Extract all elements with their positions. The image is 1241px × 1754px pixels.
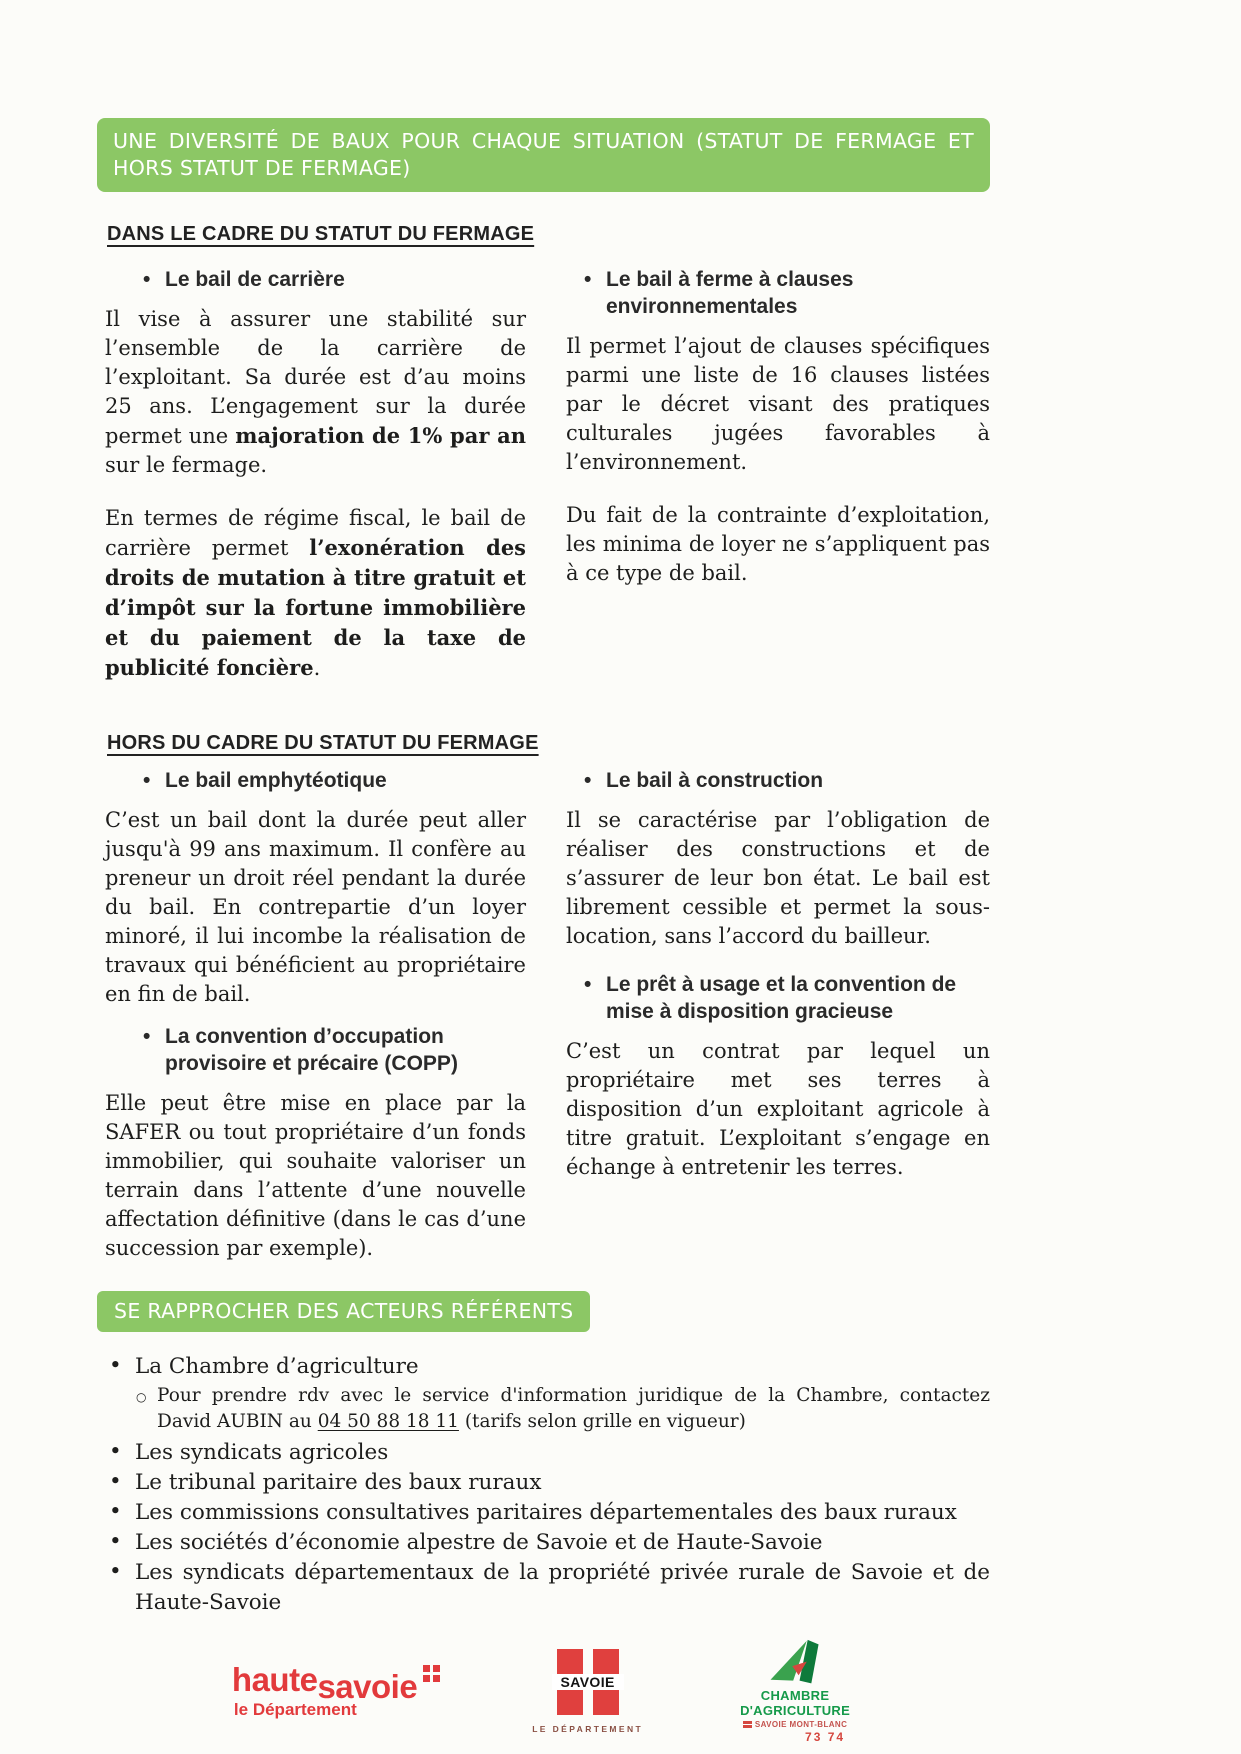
banner-acteurs-referents	[97, 1291, 590, 1332]
savoie-wordmark: SAVOIE	[552, 1674, 624, 1690]
bullet-heading-bail-carriere: • Le bail de carrière	[105, 266, 526, 293]
list-item-syndicats-agricoles: • Les syndicats agricoles	[97, 1438, 990, 1468]
chambre-text-line3: SAVOIE MONT-BLANC	[735, 1720, 855, 1729]
actors-list	[97, 1352, 990, 1618]
haute-savoie-squares-icon	[423, 1665, 440, 1682]
footer-logos	[97, 1638, 990, 1744]
bullet-heading-bail-ferme-clauses: • Le bail à ferme à clauses environnementales	[566, 266, 990, 320]
paragraph-emphyteotique: C’est un bail dont la durée peut aller jusqu'à 99 ans maximum. Il confère au preneur un droit réel pendant la durée du bail. En contrepartie d’un loyer minoré, il lui incombe la réalisation de travaux qui bénéficient au propriétaire en fin de bail.	[105, 808, 526, 1006]
hors-right-column	[566, 767, 990, 1263]
paragraph-bail-carriere-2: En termes de régime fiscal, le bail de carrière permet l’exonération des droits de mutation à titre gratuit et d’impôt sur la fortune immobilière et du paiement de la taxe de publicité foncière.	[105, 506, 526, 680]
paragraph-bail-carriere-1: Il vise à assurer une stabilité sur l’ensemble de la carrière de l’exploitant. Sa durée est d’au moins 25 ans. L’engagement sur la durée permet une majoration de 1% par an sur le fermage.	[105, 307, 526, 477]
bullet-heading-bail-emphyteotique: • Le bail emphytéotique	[105, 767, 526, 794]
hors-left-column	[105, 767, 526, 1263]
savoie-mont-blanc-flag-icon	[743, 1721, 752, 1728]
haute-savoie-logo	[231, 1660, 440, 1720]
heading-dans-le-cadre-fermage: DANS LE CADRE DU STATUT DU FERMAGE	[107, 223, 535, 245]
savoie-emblem-icon	[557, 1649, 619, 1715]
list-item-syndicats-departementaux: • Les syndicats départementaux de la propriété privée rurale de Savoie et de Haute-Savoie	[97, 1558, 990, 1618]
list-item-chambre-agriculture: • La Chambre d’agriculture ○ Pour prendre rdv avec le service d'information juridique de la Chambre, contactez David AUBIN au 04 50 88 18 11 (tarifs selon grille en vigueur)	[97, 1352, 990, 1435]
bullet-heading-bail-construction: • Le bail à construction	[566, 767, 990, 794]
phone-number: 04 50 88 18 11	[317, 1411, 459, 1432]
haute-savoie-wordmark	[231, 1660, 440, 1705]
fermage-right-column	[566, 266, 990, 683]
chambre-agriculture-emblem-icon	[766, 1638, 824, 1687]
chambre-text-line2: D'AGRICULTURE	[740, 1703, 851, 1718]
banner-diversite-text: UNE DIVERSITÉ DE BAUX POUR CHAQUE SITUATION (STATUT DE FERMAGE ET HORS STATUT DE FERMAGE)	[113, 129, 974, 180]
list-item-societes-economie-alpestre: • Les sociétés d’économie alpestre de Savoie et de Haute-Savoie	[97, 1528, 990, 1558]
heading-hors-cadre-fermage: HORS DU CADRE DU STATUT DU FERMAGE	[107, 732, 539, 754]
haute-savoie-text-savoie: savoie	[317, 1667, 418, 1705]
section-fermage-columns	[97, 266, 990, 683]
savoie-logo	[532, 1649, 643, 1734]
list-item-commissions-consultatives: • Les commissions consultatives paritaires départementales des baux ruraux	[97, 1498, 990, 1528]
chambre-text-line1: CHAMBRE	[760, 1688, 830, 1703]
haute-savoie-text-haute: haute	[231, 1660, 318, 1698]
banner-diversite-baux	[97, 118, 990, 192]
bullet-heading-copp: • La convention d’occupation provisoire et précaire (COPP)	[105, 1023, 526, 1077]
bullet-heading-pret-usage: • Le prêt à usage et la convention de mise à disposition gracieuse	[566, 971, 990, 1025]
haute-savoie-departement-label: le Département	[233, 1699, 357, 1719]
paragraph-clauses-1: Il permet l’ajout de clauses spécifiques parmi une liste de 16 clauses listées par le décret visant des pratiques culturales jugées favorables à l’environnement.	[566, 334, 990, 474]
section-hors-fermage-columns	[97, 767, 990, 1263]
paragraph-construction: Il se caractérise par l’obligation de réaliser des constructions et de s’assurer de leur bon état. Le bail est librement cessible et permet la sous-location, sans l’accord du bailleur.	[566, 808, 990, 948]
list-item-tribunal-paritaire: • Le tribunal paritaire des baux ruraux	[97, 1468, 990, 1498]
paragraph-copp: Elle peut être mise en place par la SAFER ou tout propriétaire d’un fonds immobilier, qui souhaite valoriser un terrain dans l’attente d’une nouvelle affectation définitive (dans le cas d’une succession par exemple).	[105, 1091, 526, 1260]
chambre-contact-note: ○ Pour prendre rdv avec le service d'information juridique de la Chambre, contactez David AUBIN au 04 50 88 18 11 (tarifs selon grille en vigueur)	[135, 1383, 990, 1435]
banner-acteurs-text: SE RAPPROCHER DES ACTEURS RÉFÉRENTS	[114, 1299, 574, 1323]
paragraph-clauses-2: Du fait de la contrainte d’exploitation, les minima de loyer ne s’appliquent pas à ce type de bail.	[566, 503, 990, 585]
paragraph-pret-usage: C’est un contrat par lequel un propriétaire met ses terres à disposition d’un exploitant agricole à titre gratuit. L’exploitant s’engage en échange à entretenir les terres.	[566, 1039, 990, 1179]
savoie-departement-label: LE DÉPARTEMENT	[532, 1723, 644, 1734]
fermage-left-column	[105, 266, 526, 683]
chambre-agriculture-logo	[735, 1638, 855, 1744]
chambre-departements-numbers: 73 74	[805, 1730, 846, 1744]
